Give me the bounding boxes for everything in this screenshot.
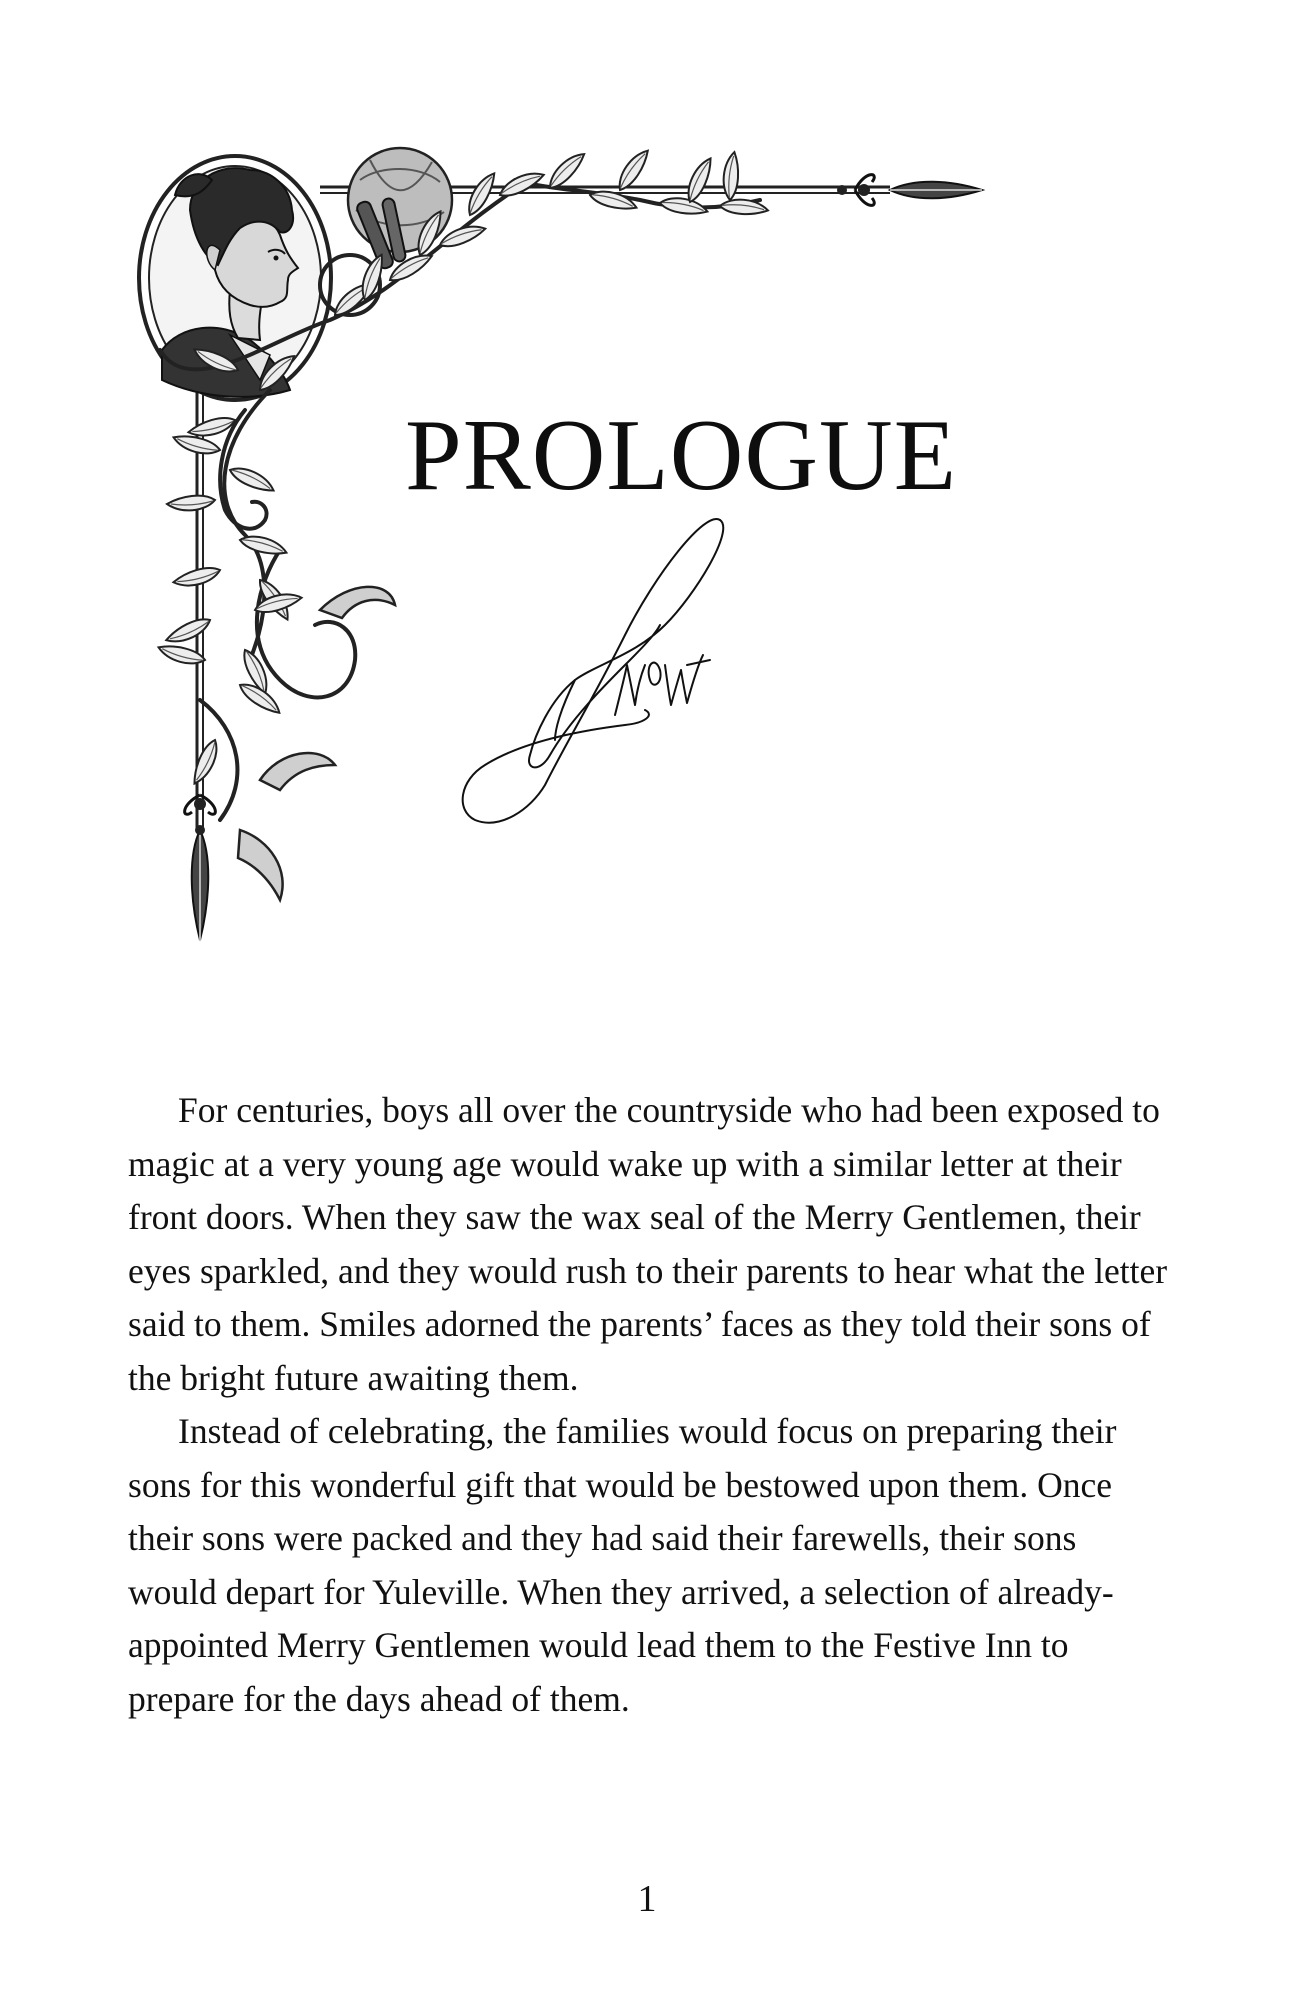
prologue-body — [128, 1084, 1168, 1726]
paragraph: For centuries, boys all over the countryside who had been exposed to magic at a very young age would wake up with a similar letter at their front doors. When they saw the wax seal of the Merry Gentlemen, their eyes sparkled, and they would rush to their parents to hear what the letter said to them. Smiles adorned the parents’ faces as they told their sons of the bright future awaiting them. — [128, 1090, 1168, 1398]
portrait-icon — [139, 156, 331, 400]
paragraph: Instead of celebrating, the families would focus on preparing their sons for this wonderful gift that would be bestowed upon them. Once their sons were packed and they had said their farewells, their sons would depart for Yuleville. When they arrived, a selection of already-appointed Merry Gentlemen would lead them to the Festive Inn to prepare for the days ahead of them. — [128, 1411, 1117, 1719]
page-number: 1 — [637, 1878, 657, 1920]
signature-icon — [455, 515, 735, 835]
chapter-title: PROLOGUE — [405, 399, 958, 512]
